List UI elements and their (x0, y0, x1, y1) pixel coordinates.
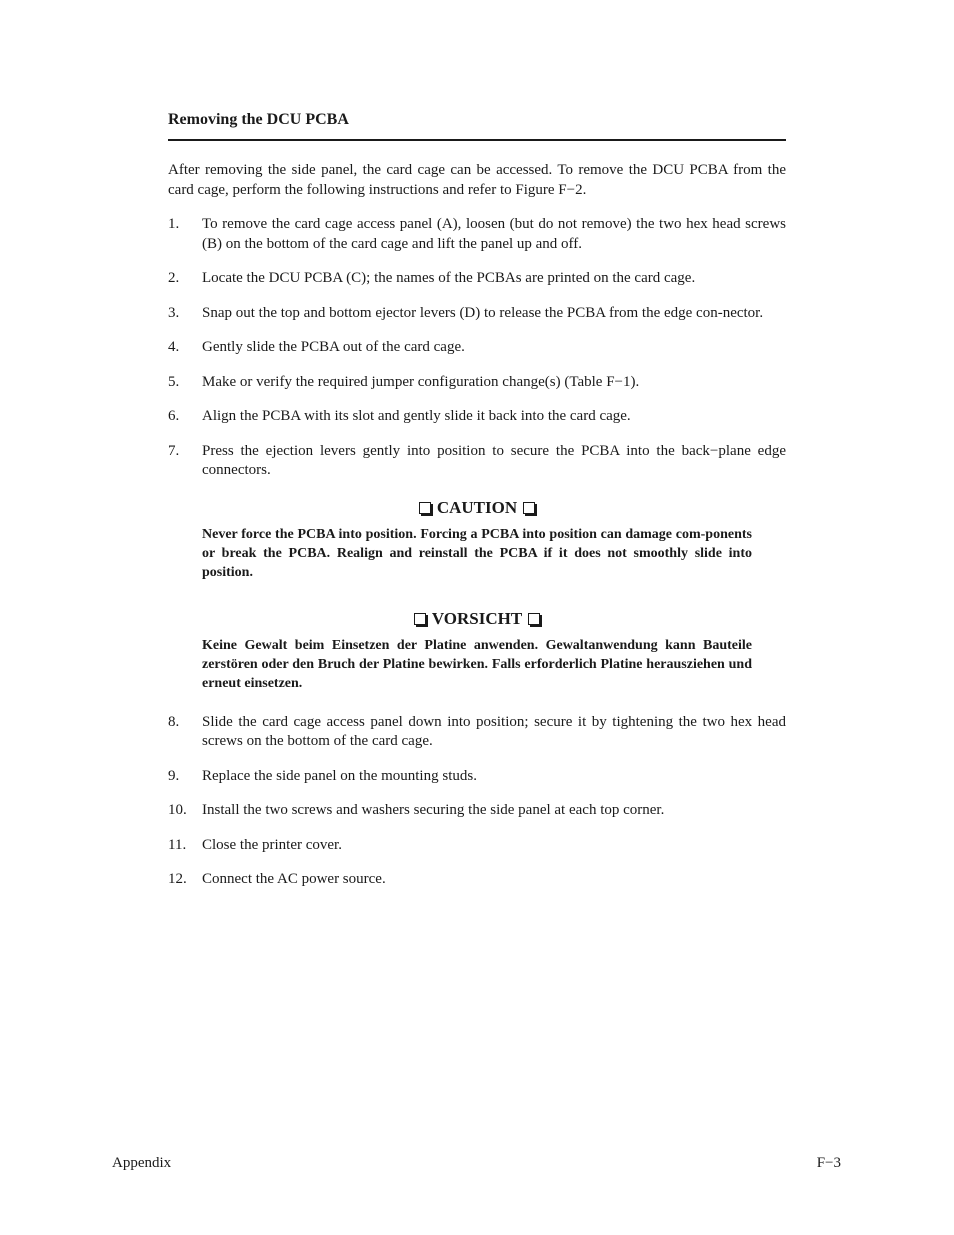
step-item (168, 870, 786, 890)
step-item (168, 836, 786, 856)
vorsicht-title (202, 608, 752, 630)
page-content (168, 108, 786, 905)
section-title: Removing the DCU PCBA (168, 111, 349, 128)
title-rule (168, 139, 786, 141)
step-text: Close the printer cover. (202, 836, 342, 853)
steps-list-part2 (168, 713, 786, 890)
step-text: Connect the AC power source. (202, 871, 386, 887)
step-number: 3. (168, 304, 180, 321)
step-number: 10. (168, 802, 187, 818)
caution-title (202, 497, 752, 519)
step-text: Snap out the top and bottom ejector levers (D) to release the PCBA from the edge con-nector. (202, 304, 764, 321)
step-number: 2. (168, 270, 180, 286)
caution-body: Never force the PCBA into position. Forcing a PCBA into position can damage com-ponents or break the PCBA. Realign and reinstall the PCBA if it does not smoothly slide into position. (202, 526, 752, 580)
step-item (168, 767, 786, 787)
step-text: Gently slide the PCBA out of the card cage. (202, 339, 465, 355)
footer-section-label: Appendix (112, 1155, 172, 1171)
vorsicht-notice (202, 608, 752, 693)
checkbox-square-icon (414, 613, 426, 625)
vorsicht-title-text: VORSICHT (431, 608, 523, 628)
step-item (168, 215, 786, 254)
step-text: Align the PCBA with its slot and gently slide it back into the card cage. (202, 408, 631, 424)
page-footer (112, 1153, 841, 1173)
step-text: Install the two screws and washers securing the side panel at each top corner. (202, 802, 665, 818)
step-item (168, 713, 786, 752)
page-number: F−3 (816, 1155, 841, 1171)
caution-title-text: CAUTION (436, 497, 518, 517)
step-number: 1. (168, 216, 180, 232)
checkbox-square-icon (523, 502, 535, 514)
step-item (168, 801, 786, 821)
step-number: 4. (168, 339, 180, 355)
step-item (168, 407, 786, 427)
step-text: To remove the card cage access panel (A), loosen (but do not remove) the two hex head screws (B) on the bottom of the card cage and lift the panel up and off. (202, 216, 786, 252)
intro-paragraph: After removing the side panel, the card cage can be accessed. To remove the DCU PCBA from the card cage, perform the following instructions and refer to Figure F−2. (168, 162, 786, 198)
vorsicht-body: Keine Gewalt beim Einsetzen der Platine anwenden. Gewaltanwendung kann Bauteile zerstören oder den Bruch der Platine bewirken. Falls erforderlich Platine herausziehen und erneut einsetzen. (202, 637, 752, 691)
step-number: 5. (168, 373, 180, 390)
step-number: 8. (168, 713, 180, 730)
step-text: Locate the DCU PCBA (C); the names of the PCBAs are printed on the card cage. (202, 270, 696, 286)
step-item (168, 304, 786, 324)
step-text: Slide the card cage access panel down into position; secure it by tightening the two hex head screws on the bottom of the card cage. (202, 713, 786, 749)
step-number: 9. (168, 767, 180, 784)
step-item (168, 338, 786, 358)
caution-notice (202, 497, 752, 582)
step-number: 11. (168, 836, 187, 853)
step-text: Make or verify the required jumper configuration change(s) (Table F−1). (202, 373, 640, 390)
step-number: 6. (168, 408, 180, 424)
step-item (168, 269, 786, 289)
step-text: Replace the side panel on the mounting studs. (202, 767, 477, 784)
step-number: 12. (168, 871, 187, 887)
step-item (168, 373, 786, 393)
checkbox-square-icon (528, 613, 540, 625)
checkbox-square-icon (419, 502, 431, 514)
step-text: Press the ejection levers gently into position to secure the PCBA into the back−plane edge connectors. (202, 442, 786, 478)
step-number: 7. (168, 442, 180, 459)
steps-list-part1 (168, 215, 786, 481)
step-item (168, 442, 786, 481)
